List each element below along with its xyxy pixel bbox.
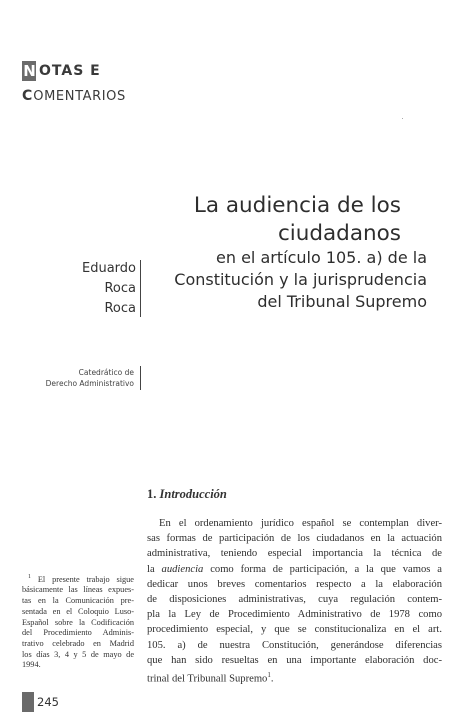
affiliation-line: Derecho Administrativo (45, 379, 134, 388)
footnote-reference: 1 (267, 671, 271, 680)
page-number: 245 (37, 695, 59, 709)
section-title: Introducción (159, 487, 227, 501)
author-name-line: Eduardo (82, 261, 136, 276)
body-line: procedimiento especial, y que se constitucionaliza en el art. (147, 624, 442, 636)
footnote-line: sentada en el Coloquio Luso- (22, 606, 134, 616)
footnote-line: tas en la Comunicación pre- (22, 596, 134, 606)
article-subtitle (107, 247, 427, 313)
body-line: sas formas de participación de los ciudadanos en la actuación (147, 533, 442, 545)
section-header-text-1: OTAS E (39, 63, 101, 79)
body-line-text: trinal del Tribunall Supremo (147, 673, 268, 685)
body-paragraph (147, 516, 442, 687)
emphasized-term: audiencia (161, 563, 204, 575)
footnote-line-text: El presente trabajo sigue (37, 574, 134, 584)
body-line: 105. a) de nuestra Constitución, generándose diferencias (147, 639, 442, 651)
article-subtitle-line: Constitución y la jurisprudencia (174, 270, 427, 289)
article-subtitle-line: del Tribunal Supremo (257, 292, 427, 311)
body-line: En el ordenamiento jurídico español se contemplan diver- (159, 518, 442, 529)
body-line: que han sido resueltas en una importante elaboración doc- (147, 654, 442, 666)
affiliation-divider (140, 366, 141, 390)
body-line: pla la Ley de Procedimiento Administrativo de 1978 como (147, 609, 442, 621)
article-subtitle-line: en el artículo 105. a) de la (216, 248, 427, 267)
body-line: dedicar unos breves comentarios respecto a la elaboración (147, 578, 442, 590)
affiliation-line: Catedrático de (78, 368, 134, 377)
body-line-text: la audiencia como forma de participación, a la que vamos a (147, 563, 442, 575)
section-header-line-1 (22, 60, 126, 82)
author-divider (140, 260, 141, 317)
body-line: de disposiciones administrativas, cuya regulación contem- (147, 594, 442, 606)
page-number-marker (22, 692, 34, 712)
footnote-line: básicamente las líneas expues- (22, 585, 134, 595)
footnote-line: trativo celebrado en Madrid (22, 638, 134, 648)
footnote-line (22, 572, 134, 585)
footnote-number: 1 (28, 574, 31, 580)
section-header-text-2: OMENTARIOS (33, 88, 126, 104)
scan-speck (402, 118, 403, 119)
author-name-line: Roca (104, 301, 136, 316)
author-name-line: Roca (104, 281, 136, 296)
footnote-line: del Procedimiento Adminis- (22, 628, 134, 638)
body-line-last (147, 668, 442, 687)
section-number: 1. (147, 487, 157, 501)
section-header-initial-2: C (22, 88, 34, 104)
body-line-with-italic (147, 562, 442, 577)
footnote-line: Español sobre la Codificación (22, 617, 134, 627)
article-title-line: ciudadanos (277, 221, 401, 246)
article-title-line: La audiencia de los (193, 193, 401, 218)
author-name (60, 259, 136, 319)
footnote-line: 1994. (22, 660, 41, 670)
body-line: administrativa, teniendo especial importancia la técnica de (147, 548, 442, 560)
footnote-line: los días 3, 4 y 5 de mayo de (22, 649, 134, 659)
footnote (22, 572, 134, 671)
author-affiliation (30, 367, 134, 389)
section-header-initial: N (23, 62, 37, 80)
section-header (22, 60, 126, 106)
section-heading (147, 487, 227, 502)
period: . (270, 673, 274, 685)
section-header-line-2 (22, 86, 126, 106)
article-title (141, 192, 401, 248)
